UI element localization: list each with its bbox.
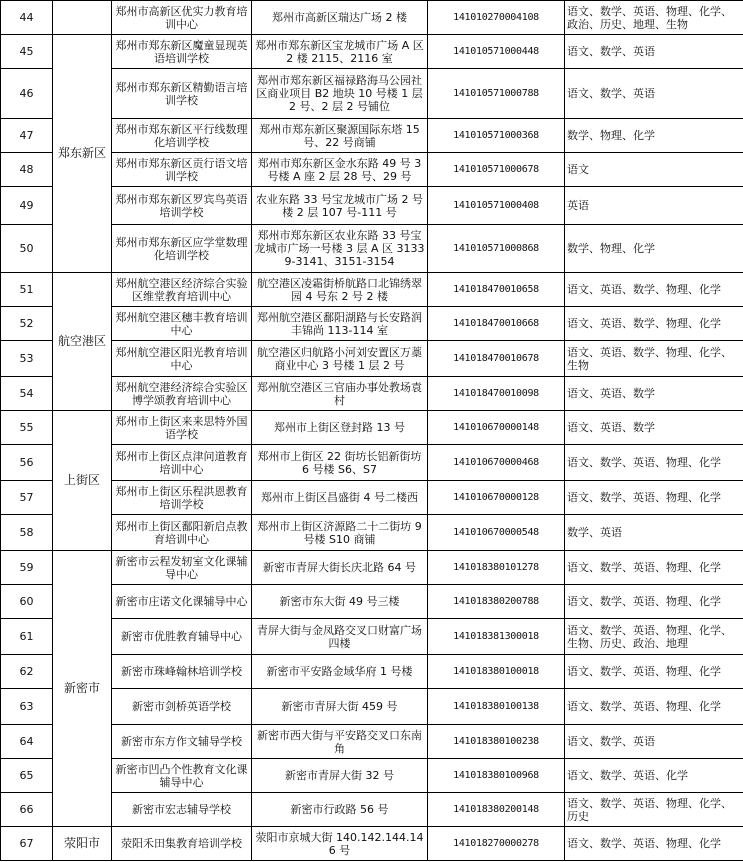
license-code: 141010670000468	[428, 445, 565, 481]
institution-address: 新密市西大街与平安路交叉口东南角	[252, 725, 428, 759]
row-number: 58	[1, 515, 53, 551]
row-number: 51	[1, 273, 53, 307]
row-number: 54	[1, 377, 53, 411]
institution-name: 郑州航空港区穗丰教育培训中心	[112, 307, 252, 341]
institution-address: 新密市东大街 49 号三楼	[252, 585, 428, 619]
table-row	[1, 225, 743, 273]
institution-name: 郑州市郑东新区魔童显现英语培训学校	[112, 35, 252, 69]
subjects: 语文、数学、英语、物理、化学	[565, 655, 743, 689]
row-number: 50	[1, 225, 53, 273]
institution-name: 郑州航空港区经济综合实验区维堂教育培训中心	[112, 273, 252, 307]
institution-name: 郑州市郑东新区贡行语文培训学校	[112, 153, 252, 187]
institution-name: 郑州市上街区点津问道教育培训中心	[112, 445, 252, 481]
institution-name: 郑州市上街区鄱阳新启点教育培训中心	[112, 515, 252, 551]
table-row	[1, 515, 743, 551]
institution-address: 新密市行政路 56 号	[252, 793, 428, 827]
license-code: 141018380200148	[428, 793, 565, 827]
license-code: 141010571000788	[428, 69, 565, 119]
district-cell: 新密市	[53, 551, 112, 827]
table-row	[1, 689, 743, 725]
table-row	[1, 341, 743, 377]
license-code: 141018380100138	[428, 689, 565, 725]
district-cell: 航空港区	[53, 273, 112, 411]
institution-name: 新密市东方作文辅导学校	[112, 725, 252, 759]
license-code: 141018380100018	[428, 655, 565, 689]
table-row	[1, 1, 743, 35]
table-row	[1, 793, 743, 827]
institution-address: 郑州市郑东新区农业东路 33 号宝龙城市广场一号楼 3 层 A 区 31339-3141、3151-3154	[252, 225, 428, 273]
institution-name: 新密市优胜教育辅导中心	[112, 619, 252, 655]
row-number: 45	[1, 35, 53, 69]
subjects: 英语	[565, 187, 743, 225]
institution-address: 郑州市郑东新区宝龙城市广场 A 区 2 楼 2115、2116 室	[252, 35, 428, 69]
institution-name: 郑州市上街区乐程洪恩教育培训学校	[112, 481, 252, 515]
institution-address: 农业东路 33 号宝龙城市广场 2 号楼 2 层 107 号-111 号	[252, 187, 428, 225]
license-code: 141018380200788	[428, 585, 565, 619]
institution-address: 郑州市郑东新区金水东路 49 号 3 号楼 A 座 2 层 28 号、29 号	[252, 153, 428, 187]
institution-name: 郑州市郑东新区应学堂数理化培训学校	[112, 225, 252, 273]
subjects: 语文、数学、英语、物理、化学	[565, 827, 743, 861]
license-code: 141018380101278	[428, 551, 565, 585]
row-number: 63	[1, 689, 53, 725]
subjects: 语文	[565, 153, 743, 187]
subjects: 语文、英语、数学、物理、化学、生物	[565, 341, 743, 377]
row-number: 44	[1, 1, 53, 35]
table-row	[1, 35, 743, 69]
row-number: 55	[1, 411, 53, 445]
row-number: 47	[1, 119, 53, 153]
subjects: 数学、英语	[565, 515, 743, 551]
table-row	[1, 827, 743, 861]
institution-address: 航空港区凌霜街桥航路口北锦绣翠园 4 号东 2 号 2 楼	[252, 273, 428, 307]
institution-address: 郑州航空港区三官庙办事处教场袁村	[252, 377, 428, 411]
subjects: 语文、数学、英语	[565, 725, 743, 759]
institution-name: 郑州市郑东新区平行线数理化培训学校	[112, 119, 252, 153]
subjects: 语文、英语、数学	[565, 377, 743, 411]
subjects: 数学、物理、化学	[565, 119, 743, 153]
subjects: 语文、数学、英语、物理、化学	[565, 551, 743, 585]
institution-address: 郑州市上街区昌盛街 4 号二楼西	[252, 481, 428, 515]
institution-name: 荥阳禾田集教育培训学校	[112, 827, 252, 861]
district-cell: 荥阳市	[53, 827, 112, 861]
license-code: 141018380100238	[428, 725, 565, 759]
row-number: 49	[1, 187, 53, 225]
table-row	[1, 585, 743, 619]
license-code: 141010571000408	[428, 187, 565, 225]
institution-address: 郑州市郑东新区福禄路海马公园社区商业项目 B2 地块 10 号楼 1 层 2 号、2 层 2 号铺位	[252, 69, 428, 119]
institution-name: 新密市珠峰翰林培训学校	[112, 655, 252, 689]
table-row	[1, 307, 743, 341]
institution-name: 新密市凹凸个性教育文化课辅导中心	[112, 759, 252, 793]
license-code: 141010571000868	[428, 225, 565, 273]
institution-name: 郑州市郑东新区精勤语言培训学校	[112, 69, 252, 119]
table-row	[1, 153, 743, 187]
table-row	[1, 619, 743, 655]
row-number: 62	[1, 655, 53, 689]
district-cell	[53, 1, 112, 35]
table-row	[1, 187, 743, 225]
row-number: 48	[1, 153, 53, 187]
license-code: 141018380100968	[428, 759, 565, 793]
institution-address: 新密市青屏大街 32 号	[252, 759, 428, 793]
table-row	[1, 411, 743, 445]
row-number: 56	[1, 445, 53, 481]
subjects: 语文、数学、英语、物理、化学	[565, 481, 743, 515]
institution-address: 郑州市郑东新区聚源国际东塔 15 号、22 号商铺	[252, 119, 428, 153]
table-row	[1, 273, 743, 307]
license-code: 141010670000128	[428, 481, 565, 515]
institution-address: 郑州市上街区登封路 13 号	[252, 411, 428, 445]
license-code: 141010670000548	[428, 515, 565, 551]
subjects: 语文、数学、英语、化学	[565, 759, 743, 793]
subjects: 语文、数学、英语	[565, 35, 743, 69]
table-row	[1, 655, 743, 689]
license-code: 141010571000448	[428, 35, 565, 69]
subjects: 数学、物理、化学	[565, 225, 743, 273]
table-row	[1, 551, 743, 585]
table-row	[1, 377, 743, 411]
institution-name: 郑州市郑东新区罗宾鸟英语培训学校	[112, 187, 252, 225]
license-code: 141010270004108	[428, 1, 565, 35]
institution-address: 郑州市上街区 22 街坊长铝新街坊 6 号楼 S6、S7	[252, 445, 428, 481]
institution-name: 郑州市上街区来来思特外国语学校	[112, 411, 252, 445]
table-row	[1, 759, 743, 793]
row-number: 67	[1, 827, 53, 861]
institution-name: 郑州市高新区优实力教育培训中心	[112, 1, 252, 35]
license-code: 141010571000368	[428, 119, 565, 153]
institution-name: 新密市宏志辅导学校	[112, 793, 252, 827]
table-row	[1, 481, 743, 515]
subjects: 语文、英语、数学、物理、化学	[565, 307, 743, 341]
row-number: 64	[1, 725, 53, 759]
license-code: 141018470010678	[428, 341, 565, 377]
district-cell: 上街区	[53, 411, 112, 551]
institution-address: 荥阳市京城大街 140.142.144.146 号	[252, 827, 428, 861]
institution-name: 郑州航空港区阳光教育培训中心	[112, 341, 252, 377]
district-cell: 郑东新区	[53, 35, 112, 273]
institution-address: 航空港区归航路小河刘安置区万藁商业中心 3 号楼 1 层 2 号	[252, 341, 428, 377]
subjects: 语文、数学、英语、物理、化学、生物、历史、政治、地理	[565, 619, 743, 655]
institution-address: 郑州市高新区瑞达广场 2 楼	[252, 1, 428, 35]
table-row	[1, 119, 743, 153]
row-number: 57	[1, 481, 53, 515]
row-number: 52	[1, 307, 53, 341]
subjects: 语文、数学、英语、物理、化学	[565, 689, 743, 725]
license-code: 141018470010658	[428, 273, 565, 307]
row-number: 60	[1, 585, 53, 619]
table-row	[1, 445, 743, 481]
institution-address: 新密市青屏大街 459 号	[252, 689, 428, 725]
row-number: 59	[1, 551, 53, 585]
institution-name: 新密市云程发轫室文化课辅导中心	[112, 551, 252, 585]
row-number: 66	[1, 793, 53, 827]
institution-address: 郑州航空港区鄱阳湖路与长安路润丰锦尚 113-114 室	[252, 307, 428, 341]
subjects: 语文、数学、英语、物理、化学、历史	[565, 793, 743, 827]
license-code: 141018470010098	[428, 377, 565, 411]
institution-address: 青屏大街与金凤路交叉口财富广场四楼	[252, 619, 428, 655]
subjects: 语文、英语、数学	[565, 411, 743, 445]
subjects: 语文、数学、英语、物理、化学	[565, 585, 743, 619]
row-number: 46	[1, 69, 53, 119]
row-number: 65	[1, 759, 53, 793]
license-code: 141010571000678	[428, 153, 565, 187]
institution-name: 郑州航空港经济综合实验区博学颂教育培训中心	[112, 377, 252, 411]
institution-address: 新密市平安路金域华府 1 号楼	[252, 655, 428, 689]
table-row	[1, 725, 743, 759]
institution-name: 新密市剑桥英语学校	[112, 689, 252, 725]
license-code: 141018470010668	[428, 307, 565, 341]
institution-name: 新密市庄诺文化课辅导中心	[112, 585, 252, 619]
subjects: 语文、数学、英语、物理、化学、政治、历史、地理、生物	[565, 1, 743, 35]
row-number: 53	[1, 341, 53, 377]
institution-address: 郑州市上街区济源路二十二街坊 9 号楼 S10 商铺	[252, 515, 428, 551]
row-number: 61	[1, 619, 53, 655]
license-code: 141010670000148	[428, 411, 565, 445]
subjects: 语文、数学、英语、物理、化学	[565, 445, 743, 481]
subjects: 语文、数学、英语	[565, 69, 743, 119]
subjects: 语文、英语、数学、物理、化学	[565, 273, 743, 307]
license-code: 141018270000278	[428, 827, 565, 861]
license-code: 141018381300018	[428, 619, 565, 655]
institution-address: 新密市青屏大街长庆北路 64 号	[252, 551, 428, 585]
table-row	[1, 69, 743, 119]
